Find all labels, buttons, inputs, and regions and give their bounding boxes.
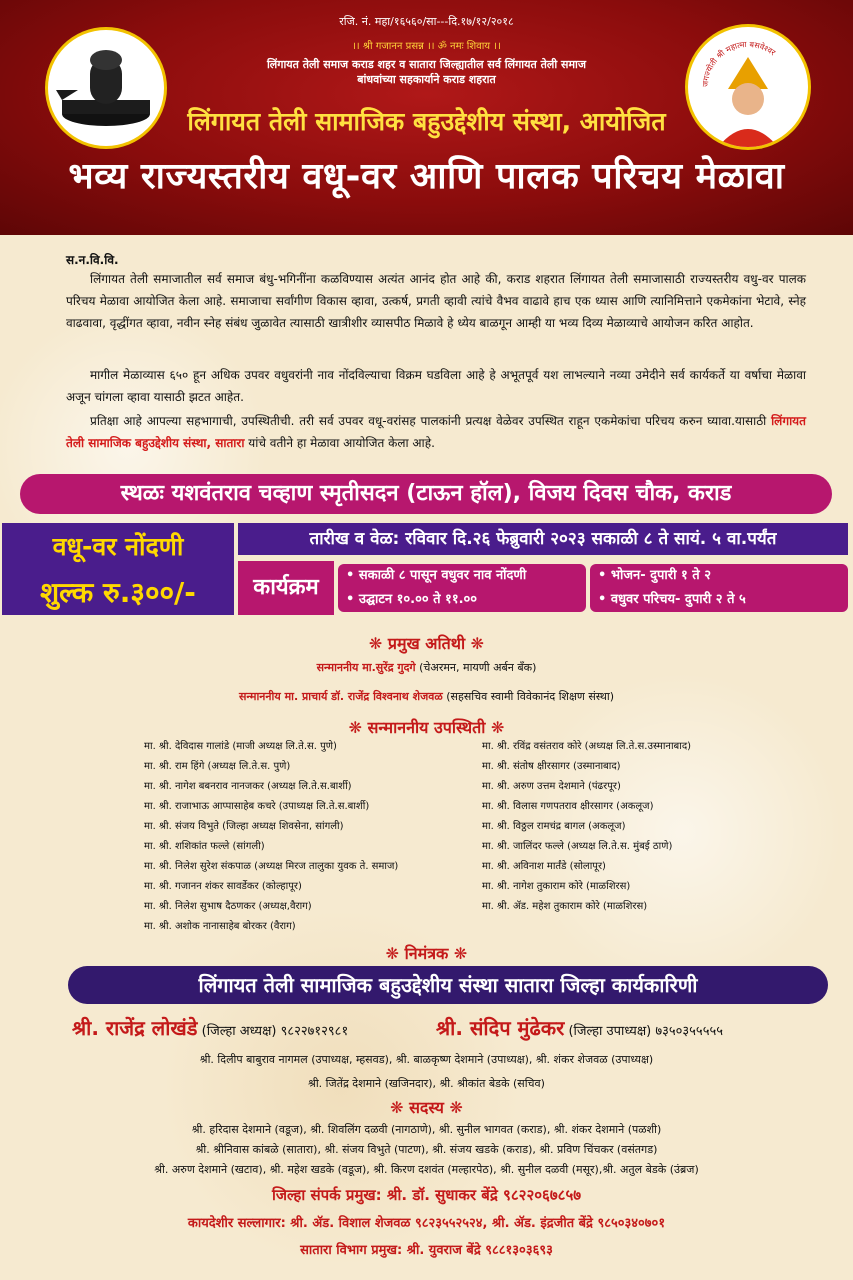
guest-desc: (सहसचिव स्वामी विवेकानंद शिक्षण संस्था) (446, 690, 615, 703)
office-bearer-1 (72, 1014, 348, 1041)
division-head: सातारा विभाग प्रमुख: श्री. युवराज बेंद्रे ९८८१३०३६९३ (300, 1243, 553, 1258)
chief-guest-1 (0, 660, 853, 675)
collaboration-line-2: बांधवांच्या सहकार्याने कराड शहरात (357, 73, 496, 86)
salutation: स.न.वि.वि. (66, 253, 119, 267)
guest-name: सन्माननीय मा. प्राचार्य डॉ. राजेंद्र विश्वनाथ शेजवळ (238, 690, 443, 703)
organizer-title: लिंगायत तेली सामाजिक बहुउद्देशीय संस्था, आयोजित (187, 107, 666, 136)
members-line-1: श्री. हरिदास देशमाने (वडूज), श्री. शिवलिंग दळवी (नागठाणे), श्री. सुनील भागवत (कराड), श्री. शंकर देशमाने (पळशी) (191, 1123, 662, 1136)
registration-fee-box (2, 523, 234, 615)
office-bearer-name: श्री. राजेंद्र लोखंडे (72, 1016, 198, 1040)
members-heading: ❋ सदस्य ❋ (390, 1098, 463, 1117)
legal-advisor: कायदेशीर सल्लागार: श्री. ॲड. विशाल शेजवळ ९८२३५५२५२४, श्री. ॲड. इंद्रजीत बेंद्रे ९८५०३४०७०१ (187, 1216, 666, 1231)
intro-paragraph-3 (66, 410, 806, 454)
honored-item: मा. श्री. अरुण उत्तम देशमाने (पंढरपूर) (482, 781, 621, 792)
guest-name: सन्माननीय मा.सुरेंद्र गुदगे (316, 661, 416, 674)
honored-item: मा. श्री. देविदास गालांडे (माजी अध्यक्ष लि.ते.स. पुणे) (144, 741, 337, 752)
intro-p3-start: प्रतिक्षा आहे आपल्या सहभागाची, उपस्थितीची. तरी सर्व उपवर वधू-वरांसह पालकांनी प्रत्यक्ष वेळेवर उपस्थित राहून एकमेकांचा परिचय करुन घ्यावा.यासाठी (90, 414, 767, 428)
program-label: कार्यक्रम (238, 561, 334, 615)
honored-item: मा. श्री. निलेश सुभाष दैठणकर (अध्यक्ष,वैराग) (144, 901, 312, 912)
chief-guests-heading: ❋ प्रमुख अतिथी ❋ (368, 634, 485, 653)
registration-fee: शुल्क रु.३००/- (40, 576, 196, 609)
inviter-organization-bar: लिंगायत तेली सामाजिक बहुउद्देशीय संस्था सातारा जिल्हा कार्यकारिणी (68, 966, 828, 1004)
guest-desc: (चेअरमन, मायणी अर्बन बँक) (419, 661, 537, 674)
honored-item: मा. श्री. निलेश सुरेश संकपाळ (अध्यक्ष मिरज तालुका युवक ते. समाज) (144, 861, 399, 872)
header-banner (0, 0, 853, 235)
intro-p3-highlight: लिंगायत तेली सामाजिक बहुउद्देशीय संस्था, सातारा (66, 414, 806, 450)
honored-item: मा. श्री. ॲड. महेश तुकाराम कोरे (माळशिरस) (482, 901, 648, 912)
portrait-icon (688, 27, 808, 147)
date-time-bar: तारीख व वेळ: रविवार दि.२६ फेब्रुवारी २०२३ सकाळी ८ ते सायं. ५ वा.पर्यंत (238, 523, 848, 555)
office-bearer-desc: (जिल्हा अध्यक्ष) ९८२२७१२९८१ (201, 1024, 349, 1039)
honored-list-left (144, 737, 484, 937)
schedule-box-2 (590, 564, 848, 612)
inviter-line-1: श्री. दिलीप बाबुराव नागमल (उपाध्यक्ष, म्हसवड), श्री. बाळकृष्ण देशमाने (उपाध्यक्ष), श्री. शंकर शेजवळ (उपाध्यक्ष) (199, 1053, 654, 1066)
honored-item: मा. श्री. विलास गणपतराव क्षीरसागर (अकलूज) (482, 801, 654, 812)
honored-item: मा. श्री. गजानन शंकर सावर्डेकर (कोल्हापूर) (144, 881, 302, 892)
schedule-item: • भोजन- दुपारी १ ते २ (598, 568, 711, 583)
basaveshwar-portrait (688, 27, 808, 147)
honored-item: मा. श्री. शशिकांत फल्ले (सांगली) (144, 841, 265, 852)
intro-paragraph-1: लिंगायत तेली समाजातील सर्व समाज बंधु-भगिनींना कळविण्यास अत्यंत आनंद होत आहे की, कराड शहरात लिंगायत तेली समाजासाठी राज्यस्तरीय वधु-वर पालक परिचय मेळावा आयोजित केला आहे. समाजाचा सर्वांगीण विकास व्हावा, उत्कर्ष, प्रगती व्हावी त्यांचे वैभव वाढावे हाच एक ध्यास आणि त्यानिमित्ताने एकमेकांना भेटावे, स्नेह वाढवावा, वृद्धींगत व्हावा, नवीन स्नेह संबंध जुळावेत त्यासाठी खात्रीशीर व्यासपीठ मिळावे हे ध्येय बाळगून आम्ही या भव्य दिव्य मेळाव्याचे आयोजन करित आहोत. (66, 272, 806, 330)
honored-item: मा. श्री. जालिंदर फल्ले (अध्यक्ष लि.ते.स. मुंबई ठाणे) (482, 841, 673, 852)
honored-item: मा. श्री. रविंद्र वसंतराव कोरे (अध्यक्ष लि.ते.स.उस्मानाबाद) (482, 741, 692, 752)
inviter-heading: ❋ निमंत्रक ❋ (385, 944, 468, 963)
collaboration-line (170, 57, 683, 87)
honored-heading: ❋ सन्माननीय उपस्थिती ❋ (348, 718, 505, 737)
honored-item: मा. श्री. अविनाश मार्तंडे (सोलापूर) (482, 861, 606, 872)
registration-label: वधू-वर नोंदणी (52, 532, 184, 561)
office-bearer-2 (436, 1014, 723, 1041)
intro-p3-end: यांचे वतीने हा मेळावा आयोजित केला आहे. (248, 436, 435, 450)
members-line-2: श्री. श्रीनिवास कांबळे (सातारा), श्री. संजय विभुते (पाटण), श्री. संजय खडके (कराड), श्री. प्रविण चिंचकर (वसंतगड) (195, 1143, 658, 1156)
honored-item: मा. श्री. नागेश बबनराव नानजकर (अध्यक्ष लि.ते.स.बार्शी) (144, 781, 352, 792)
venue-banner: स्थळः यशवंतराव चव्हाण स्मृतीसदन (टाऊन हॉल), विजय दिवस चौक, कराड (20, 474, 832, 514)
district-contact: जिल्हा संपर्क प्रमुख: श्री. डॉ. सुधाकर बेंद्रे ९८२२०६७८५७ (271, 1186, 582, 1204)
portrait-caption: जगज्योती श्री महात्मा बसवेश्वर (700, 39, 778, 88)
office-bearer-desc: (जिल्हा उपाध्यक्ष) ७३५०३५५५५५ (568, 1024, 723, 1039)
inviter-line-2: श्री. जितेंद्र देशमाने (खजिनदार), श्री. श्रीकांत बेडके (सचिव) (308, 1077, 545, 1090)
honored-item: मा. श्री. संतोष क्षीरसागर (उस्मानाबाद) (482, 761, 621, 772)
shivling-logo (48, 30, 164, 146)
honored-item: मा. श्री. राम हिंगे (अध्यक्ष लि.ते.स. पुणे) (144, 761, 291, 772)
collaboration-line-1: लिंगायत तेली समाज कराड शहर व सातारा जिल्ह्यातील सर्व लिंगायत तेली समाज (266, 58, 587, 71)
schedule-box-1 (338, 564, 586, 612)
members-line-3: श्री. अरुण देशमाने (खटाव), श्री. महेश खडके (वडूज), श्री. किरण दशवंत (मल्हारपेठ), श्री. सुनील दळवी (मसूर),श्री. अतुल बेडके (उंब्रज) (154, 1163, 699, 1176)
chief-guest-2 (0, 689, 853, 704)
registration-number: रजि. नं. महा/१६५६०/सा---दि.१७/१२/२०१८ (339, 15, 514, 28)
schedule-item: • सकाळी ८ पासून वधुवर नाव नोंदणी (346, 568, 527, 583)
honored-item: मा. श्री. नागेश तुकाराम कोरे (माळशिरस) (482, 881, 631, 892)
schedule-item: • उद्घाटन १०.०० ते ११.०० (346, 592, 478, 607)
event-title: भव्य राज्यस्तरीय वधू-वर आणि पालक परिचय मेळावा (68, 156, 785, 197)
office-bearer-name: श्री. संदिप मुंढेकर (436, 1016, 565, 1040)
intro-paragraph-2: मागील मेळाव्यास ६५० हून अधिक उपवर वधुवरांनी नाव नोंदविल्याचा विक्रम घडविला आहे हे अभूतपूर्व यश लाभल्याने नव्या उमेदीने सर्व कार्यकर्ते या वर्षाचा मेळावा अजून चांगला व्हावा यासाठी झटत आहेत. (66, 368, 806, 404)
honored-item: मा. श्री. विठ्ठल रामचंद्र बागल (अकलूज) (482, 821, 626, 832)
honored-list-right (482, 737, 832, 917)
honored-item: मा. श्री. अशोक नानासाहेब बोरकर (वैराग) (144, 921, 296, 932)
shivling-icon (48, 30, 164, 146)
honored-item: मा. श्री. राजाभाऊ आप्पासाहेब कचरे (उपाध्यक्ष लि.ते.स.बार्शी) (144, 801, 370, 812)
honored-item: मा. श्री. संजय विभुते (जिल्हा अध्यक्ष शिवसेना, सांगली) (144, 821, 344, 832)
blessing-line: ।। श्री गजानन प्रसन्न ।। ॐ नमः शिवाय ।। (352, 41, 501, 52)
schedule-item: • वधुवर परिचय- दुपारी २ ते ५ (598, 592, 746, 607)
